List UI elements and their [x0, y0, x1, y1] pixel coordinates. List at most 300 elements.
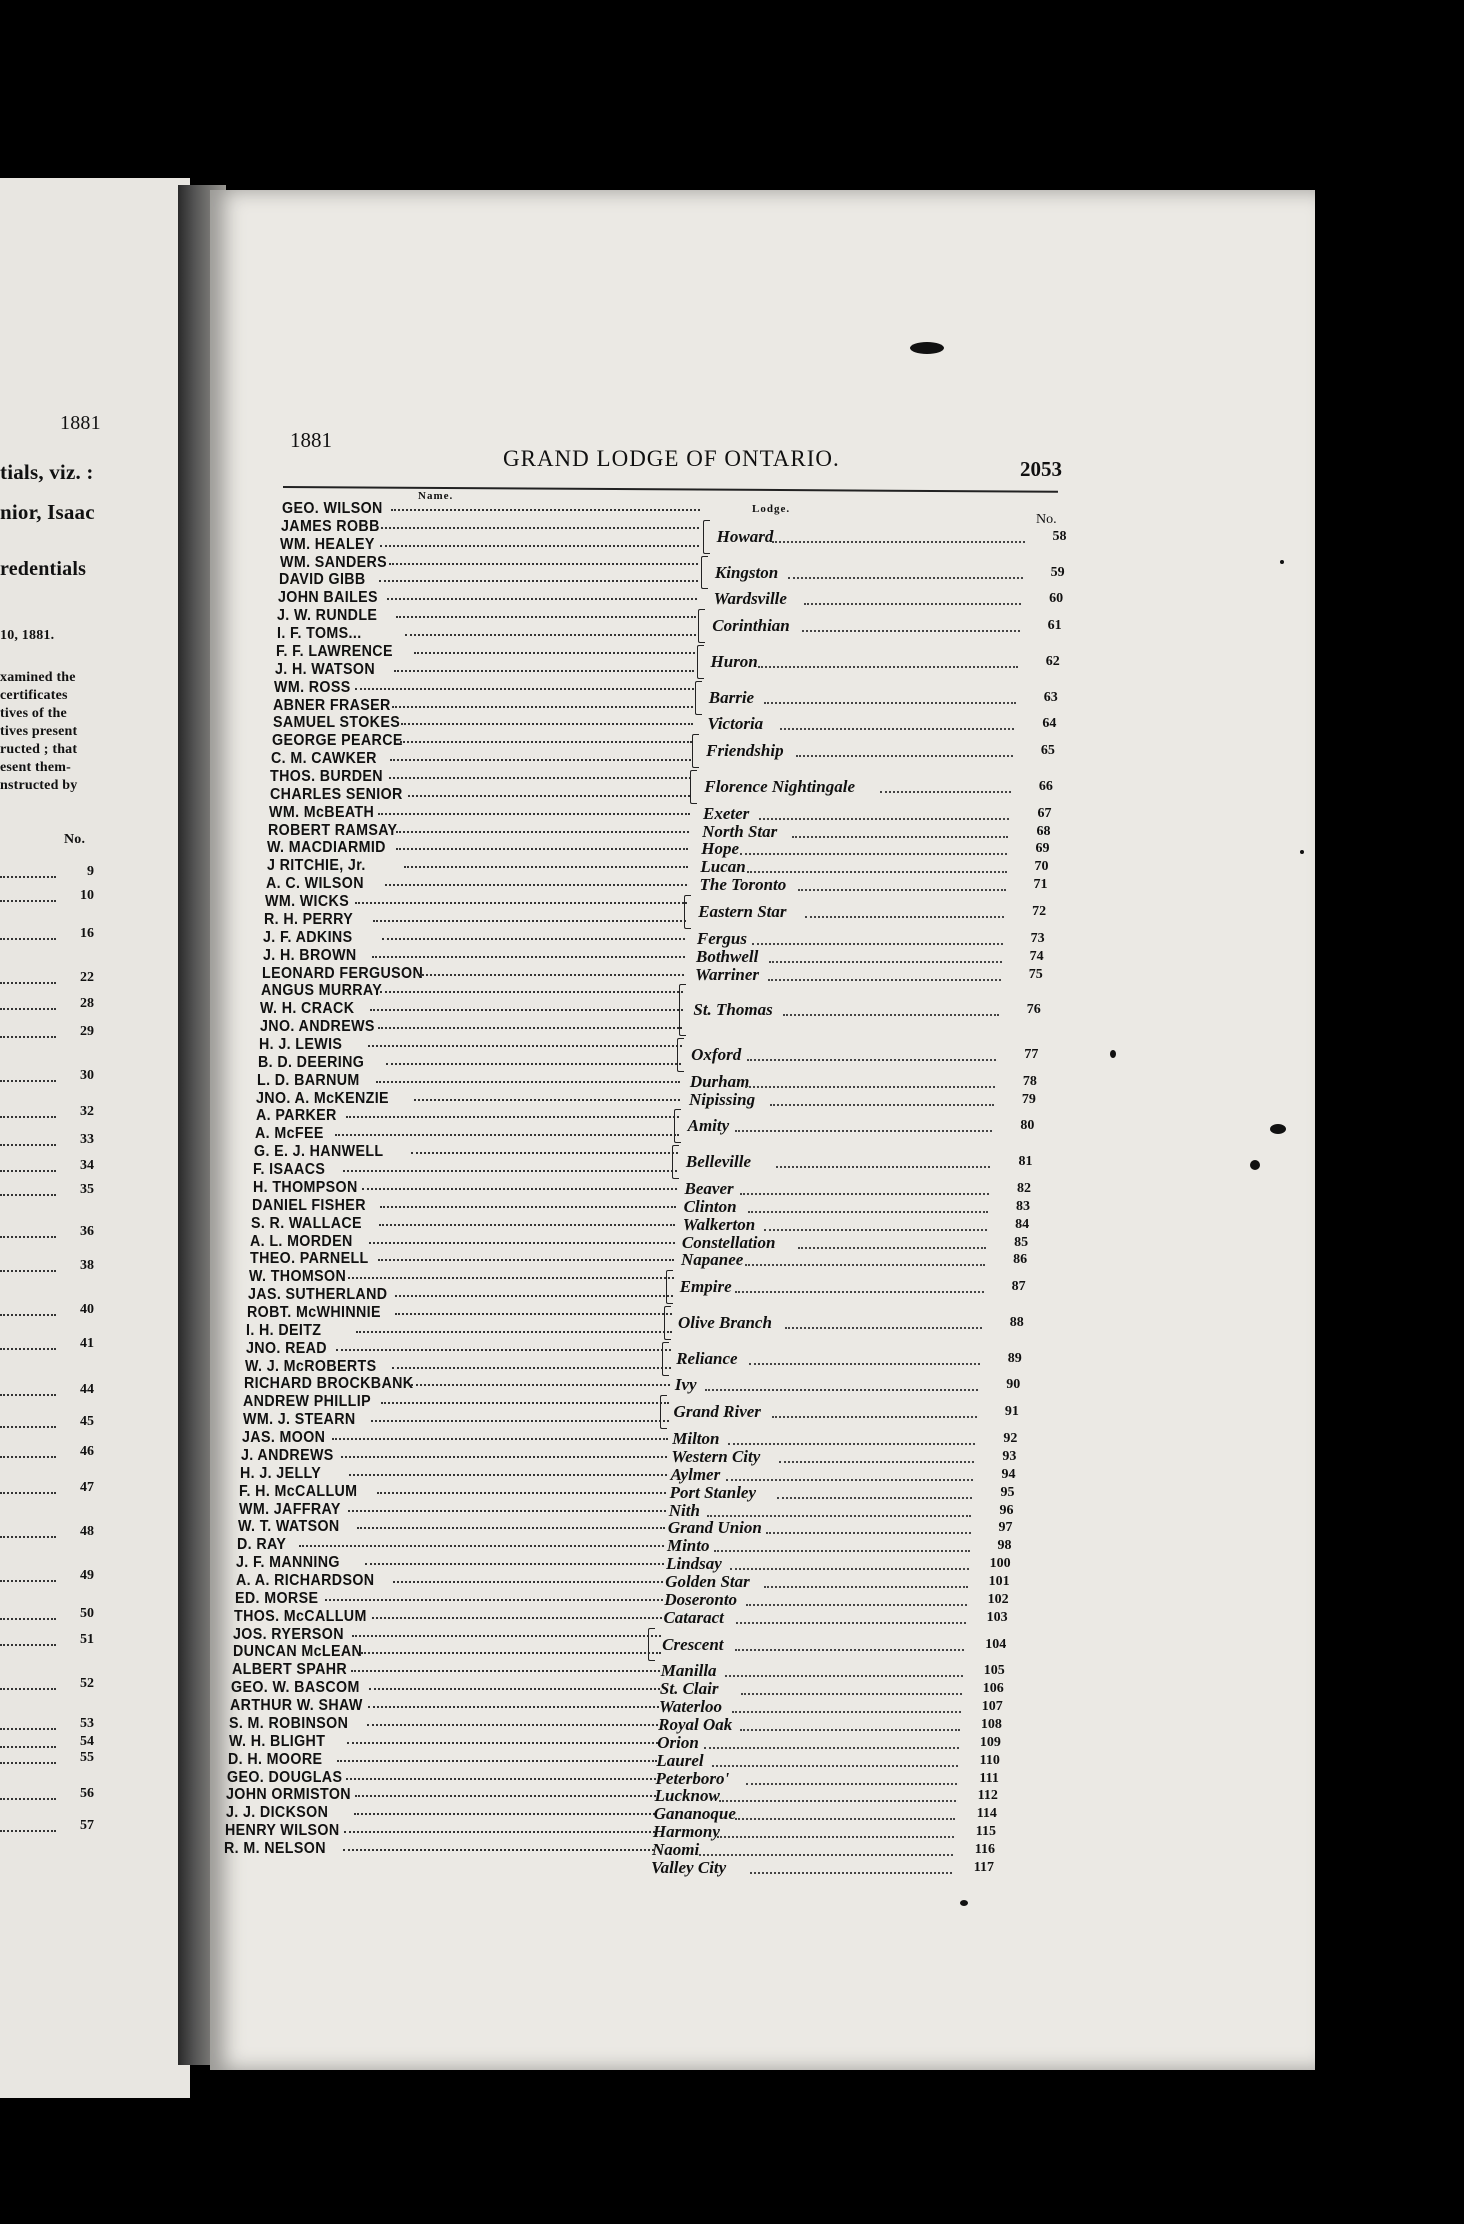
leader-dots: [393, 1581, 664, 1583]
leader-dots: [343, 1849, 654, 1851]
brace-icon: [695, 681, 702, 715]
member-name: JNO. ANDREWS: [259, 1018, 375, 1036]
member-name: F. F. LAWRENCE: [275, 642, 393, 660]
brace-icon: [701, 556, 708, 590]
lodge-name: The Toronto: [699, 875, 787, 895]
lodge-number: 61: [1047, 618, 1062, 634]
lodge-name: Western City: [671, 1446, 761, 1466]
left-page-number: 29: [80, 1024, 94, 1039]
member-name: HENRY WILSON: [224, 1822, 340, 1840]
left-page-leader-dots: [0, 890, 56, 902]
left-page-number: 49: [80, 1568, 94, 1583]
leader-dots: [414, 652, 695, 654]
left-page-number: 35: [80, 1182, 94, 1197]
member-name: JNO. READ: [245, 1339, 327, 1357]
column-header-name: Name.: [418, 490, 454, 502]
lodge-name: Oxford: [691, 1044, 742, 1064]
left-page-year: 1881: [60, 412, 101, 434]
lodge-leader-dots: [764, 1586, 968, 1588]
leader-dots: [392, 1367, 670, 1369]
member-name: D. RAY: [237, 1536, 287, 1554]
leader-dots: [381, 527, 699, 529]
brace-icon: [666, 1270, 673, 1304]
left-page-number: 41: [80, 1336, 94, 1351]
lodge-number: 72: [1032, 904, 1047, 919]
lodge-name: Kingston: [714, 562, 779, 582]
lodge-number: 80: [1020, 1118, 1035, 1134]
left-page-leader-dots: [0, 1226, 56, 1238]
left-page-text-line: esent them-: [0, 760, 72, 775]
lodge-leader-dots: [880, 791, 1011, 793]
left-page-leader-dots: [0, 1482, 56, 1494]
lodge-leader-dots: [804, 603, 1022, 605]
member-name: WM. JAFFRAY: [238, 1500, 341, 1518]
lodge-leader-dots: [704, 1747, 959, 1749]
member-name: A. C. WILSON: [265, 875, 364, 893]
lodge-number: 104: [985, 1636, 1007, 1652]
leader-dots: [348, 1277, 673, 1279]
lodge-number: 103: [986, 1609, 1008, 1625]
left-page-leader-dots: [0, 1678, 56, 1690]
lodge-name: Lucan: [700, 857, 746, 877]
lodge-name: St. Clair: [659, 1679, 719, 1699]
lodge-leader-dots: [752, 943, 1002, 945]
left-page-number: 54: [80, 1734, 94, 1749]
brace-icon: [672, 1145, 679, 1179]
leader-dots: [372, 956, 685, 958]
leader-dots: [299, 1545, 665, 1547]
leader-dots: [362, 1188, 677, 1190]
left-page-text-line: xamined the: [0, 670, 76, 685]
lodge-name: Hope: [701, 839, 740, 859]
leader-dots: [368, 1706, 659, 1708]
scan-blot: [1300, 850, 1304, 854]
lodge-leader-dots: [714, 1550, 970, 1552]
leader-dots: [373, 920, 685, 922]
lodge-leader-dots: [741, 1693, 961, 1695]
lodge-name: North Star: [702, 821, 778, 841]
leader-dots: [394, 670, 695, 672]
lodge-leader-dots: [783, 1014, 998, 1016]
page-title: GRAND LODGE OF ONTARIO.: [503, 446, 840, 471]
lodge-leader-dots: [772, 1416, 977, 1418]
lodge-number: 102: [987, 1591, 1009, 1607]
left-page-number: 40: [80, 1302, 94, 1317]
member-name: WM. McBEATH: [268, 803, 375, 821]
leader-dots: [337, 1760, 657, 1762]
lodge-name: Bothwell: [696, 946, 759, 966]
lodge-number: 84: [1015, 1216, 1030, 1232]
leader-dots: [346, 1778, 657, 1780]
member-name: S. M. ROBINSON: [229, 1714, 349, 1732]
left-page-leader-dots: [0, 1026, 56, 1038]
lodge-leader-dots: [735, 1130, 993, 1132]
member-name: CHARLES SENIOR: [269, 785, 403, 803]
left-page-number: 16: [80, 926, 94, 941]
left-page-number: 44: [80, 1382, 94, 1397]
member-name: ANGUS MURRAY: [261, 982, 383, 1000]
lodge-leader-dots: [736, 1622, 965, 1624]
left-page-text-line: redentials: [0, 558, 87, 580]
left-page-no-header: No.: [64, 832, 86, 847]
lodge-name: Durham: [689, 1071, 750, 1091]
member-name: GEORGE PEARCE: [271, 732, 403, 750]
left-page-leader-dots: [0, 998, 56, 1010]
leader-dots: [355, 688, 694, 690]
lodge-number: 65: [1040, 743, 1055, 759]
left-page-leader-dots: [0, 1160, 56, 1172]
lodge-leader-dots: [785, 1327, 982, 1329]
member-name: C. M. CAWKER: [271, 750, 378, 768]
lodge-number: 112: [977, 1788, 998, 1804]
lodge-number: 116: [974, 1842, 995, 1857]
member-name: WM. J. STEARN: [242, 1411, 356, 1429]
leader-dots: [369, 1688, 660, 1690]
leader-dots: [368, 1045, 682, 1047]
scan-blot: [1280, 560, 1284, 564]
lodge-leader-dots: [740, 853, 1008, 855]
left-page-text-line: tives present: [0, 724, 78, 739]
leader-dots: [335, 1134, 678, 1136]
lodge-leader-dots: [798, 889, 1005, 891]
lodge-number: 81: [1018, 1154, 1033, 1170]
lodge-leader-dots: [746, 1783, 957, 1785]
left-page-text-line: certificates: [0, 688, 68, 703]
lodge-leader-dots: [699, 1854, 953, 1856]
leader-dots: [367, 1724, 658, 1726]
member-name: A. A. RICHARDSON: [235, 1572, 375, 1589]
left-page-leader-dots: [0, 972, 56, 984]
lodge-leader-dots: [788, 577, 1023, 579]
left-page-leader-dots: [0, 1134, 56, 1146]
lodge-number: 86: [1013, 1252, 1028, 1268]
left-page-leader-dots: [0, 1384, 56, 1396]
member-name: J. H. WATSON: [275, 660, 376, 678]
lodge-leader-dots: [748, 1211, 988, 1213]
leader-dots: [381, 1402, 669, 1404]
leader-dots: [361, 1652, 661, 1654]
lodge-name: Gananoque: [653, 1804, 736, 1824]
lodge-leader-dots: [764, 702, 1015, 704]
scan-blot: [960, 1900, 968, 1906]
lodge-number: 115: [975, 1824, 996, 1840]
left-page-number: 33: [80, 1132, 94, 1147]
brace-icon: [684, 895, 691, 929]
lodge-name: Nipissing: [688, 1089, 756, 1109]
member-name: I. H. DEITZ: [246, 1321, 322, 1339]
lodge-name: Aylmer: [670, 1464, 721, 1484]
leader-dots: [396, 616, 696, 618]
lodge-number: 60: [1049, 591, 1064, 607]
lodge-name: Barrie: [708, 687, 755, 707]
lodge-number: 101: [988, 1574, 1010, 1589]
lodge-name: Corinthian: [712, 616, 790, 636]
leader-dots: [371, 1420, 669, 1422]
lodge-leader-dots: [758, 666, 1018, 668]
lodge-number: 89: [1007, 1350, 1022, 1366]
lodge-number: 93: [1002, 1448, 1017, 1464]
leader-dots: [396, 831, 688, 833]
member-name: A. McFEE: [254, 1125, 324, 1143]
member-name: J. H. BROWN: [262, 946, 357, 964]
member-name: G. E. J. HANWELL: [254, 1143, 384, 1161]
leader-dots: [325, 1599, 663, 1601]
member-name: F. ISAACS: [253, 1161, 326, 1179]
member-name: J. J. DICKSON: [225, 1804, 328, 1822]
lodge-name: Grand River: [673, 1402, 761, 1422]
lodge-number: 111: [979, 1770, 999, 1786]
lodge-name: Amity: [687, 1116, 730, 1136]
member-name: W. THOMSON: [248, 1268, 346, 1286]
leader-dots: [386, 1063, 681, 1065]
lodge-number: 75: [1028, 966, 1043, 982]
lodge-name: Victoria: [707, 714, 764, 734]
lodge-number: 77: [1024, 1046, 1039, 1062]
lodge-number: 63: [1043, 689, 1058, 705]
brace-icon: [677, 1038, 684, 1072]
lodge-number: 78: [1022, 1073, 1037, 1089]
lodge-leader-dots: [747, 871, 1006, 873]
lodge-name: Beaver: [684, 1178, 734, 1198]
lodge-leader-dots: [745, 1264, 985, 1266]
brace-icon: [674, 1109, 681, 1143]
member-name: JOHN BAILES: [278, 589, 379, 607]
lodge-name: Crescent: [662, 1634, 724, 1654]
lodge-name: Grand Union: [667, 1518, 762, 1538]
member-name: WM. WICKS: [264, 893, 350, 911]
lodge-number: 66: [1038, 778, 1053, 794]
leader-dots: [357, 1527, 665, 1529]
lodge-name: Orion: [657, 1732, 699, 1752]
leader-dots: [346, 1116, 679, 1118]
left-page-number: 36: [80, 1224, 94, 1239]
leader-dots: [355, 902, 686, 904]
member-name: GEO. WILSON: [282, 500, 383, 517]
lodge-leader-dots: [750, 1872, 952, 1874]
lodge-leader-dots: [707, 1515, 971, 1517]
member-name: DANIEL FISHER: [251, 1196, 366, 1214]
leader-dots: [380, 1206, 676, 1208]
leader-dots: [404, 866, 687, 868]
lodge-name: Ivy: [674, 1375, 697, 1395]
lodge-name: Belleville: [685, 1152, 752, 1172]
leader-dots: [369, 1242, 675, 1244]
lodge-name: St. Thomas: [693, 1000, 773, 1020]
lodge-leader-dots: [770, 1104, 994, 1106]
left-page-number: 30: [80, 1068, 94, 1083]
brace-icon: [703, 520, 710, 554]
lodge-name: Doseronto: [664, 1589, 738, 1609]
lodge-name: Nith: [668, 1500, 700, 1520]
member-name: DUNCAN McLEAN: [232, 1643, 362, 1661]
member-name: ALBERT SPAHR: [231, 1661, 347, 1679]
left-page-text-line: nior, Isaac: [0, 500, 95, 524]
left-page-number: 47: [80, 1480, 94, 1495]
lodge-leader-dots: [805, 916, 1004, 918]
leader-dots: [343, 1170, 677, 1172]
member-name: WM. HEALEY: [280, 535, 376, 553]
lodge-leader-dots: [780, 728, 1014, 730]
member-name: W. MACDIARMID: [267, 839, 387, 857]
member-name: S. R. WALLACE: [251, 1214, 363, 1232]
member-name: J. F. MANNING: [236, 1554, 341, 1572]
member-name: JOHN ORMISTON: [226, 1786, 352, 1804]
lodge-leader-dots: [735, 1649, 964, 1651]
member-name: ROBT. McWHINNIE: [247, 1304, 382, 1321]
lodge-name: Wardsville: [713, 589, 787, 609]
lodge-name: Golden Star: [665, 1572, 750, 1591]
left-page-text-line: 10, 1881.: [0, 628, 55, 643]
lodge-leader-dots: [796, 755, 1013, 757]
lodge-number: 67: [1037, 805, 1052, 821]
member-name: L. D. BARNUM: [257, 1071, 360, 1089]
leader-dots: [414, 1099, 680, 1101]
lodge-name: Florence Nightingale: [704, 776, 856, 796]
leader-dots: [387, 598, 697, 600]
member-name: W. J. McROBERTS: [244, 1357, 377, 1375]
leader-dots: [395, 1295, 673, 1297]
lodge-number: 58: [1052, 528, 1067, 544]
leader-dots: [380, 545, 699, 547]
lodge-number: 71: [1033, 877, 1048, 893]
lodge-number: 106: [982, 1681, 1004, 1697]
leader-dots: [395, 1313, 673, 1315]
leader-dots: [390, 759, 691, 761]
lodge-number: 82: [1017, 1180, 1031, 1196]
lodge-name: Friendship: [706, 741, 784, 761]
lodge-number: 109: [979, 1734, 1001, 1750]
member-name: J. ANDREWS: [241, 1446, 334, 1464]
brace-icon: [662, 1342, 669, 1376]
brace-icon: [697, 645, 704, 679]
left-page-leader-dots: [0, 1416, 56, 1428]
lodge-leader-dots: [730, 1568, 968, 1570]
lodge-number: 79: [1021, 1091, 1036, 1107]
member-name: ARTHUR W. SHAW: [230, 1697, 363, 1715]
lodge-number: 96: [999, 1502, 1014, 1518]
lodge-name: Fergus: [696, 928, 747, 948]
lodge-name: Port Stanley: [669, 1482, 757, 1502]
lodge-number: 64: [1042, 716, 1057, 732]
left-page-leader-dots: [0, 866, 56, 878]
left-page-text-line: ructed ; that: [0, 742, 78, 757]
lodge-number: 76: [1026, 1002, 1041, 1018]
column-header-no: No.: [1036, 512, 1057, 527]
member-name: ROBERT RAMSAY: [268, 821, 398, 839]
left-page-leader-dots: [0, 1338, 56, 1350]
member-name: ANDREW PHILLIP: [243, 1393, 372, 1411]
lodge-leader-dots: [764, 1229, 987, 1231]
leader-dots: [408, 795, 691, 797]
lodge-number: 74: [1029, 948, 1044, 964]
lodge-leader-dots: [725, 1675, 963, 1677]
lodge-name: Minto: [666, 1536, 710, 1556]
left-page-number: 32: [80, 1104, 94, 1119]
lodge-number: 73: [1030, 930, 1045, 946]
left-page-leader-dots: [0, 1184, 56, 1196]
lodge-name: Manilla: [660, 1661, 717, 1681]
lodge-leader-dots: [747, 1059, 997, 1061]
lodge-leader-dots: [745, 1086, 994, 1088]
lodge-leader-dots: [759, 818, 1010, 820]
lodge-leader-dots: [712, 1765, 958, 1767]
lodge-name: Constellation: [681, 1232, 776, 1252]
left-page-text-line: tives of the: [0, 706, 67, 721]
leader-dots: [347, 1742, 657, 1744]
lodge-number: 97: [998, 1520, 1013, 1536]
left-page-number: 56: [80, 1786, 94, 1801]
member-name: W. T. WATSON: [237, 1518, 340, 1536]
lodge-leader-dots: [766, 1532, 970, 1534]
lodge-number: 91: [1004, 1404, 1019, 1420]
leader-dots: [348, 1510, 666, 1512]
brace-icon: [664, 1306, 671, 1340]
brace-icon: [692, 734, 699, 768]
lodge-name: Lucknow: [654, 1786, 720, 1806]
lodge-number: 114: [976, 1806, 997, 1822]
lodge-leader-dots: [768, 979, 1001, 981]
leader-dots: [411, 1152, 678, 1154]
leader-dots: [385, 884, 688, 886]
brace-icon: [660, 1395, 667, 1429]
lodge-name: Olive Branch: [677, 1312, 772, 1332]
lodge-name: Milton: [672, 1429, 720, 1449]
leader-dots: [419, 974, 684, 976]
lodge-name: Peterboro': [655, 1768, 730, 1788]
leader-dots: [351, 1670, 661, 1672]
member-name: A. PARKER: [255, 1107, 337, 1125]
lodge-leader-dots: [802, 630, 1019, 632]
member-name: H. J. LEWIS: [258, 1036, 343, 1053]
brace-icon: [648, 1628, 655, 1662]
lodge-name: Cataract: [663, 1607, 724, 1627]
lodge-number: 62: [1045, 653, 1060, 669]
leader-dots: [370, 1009, 683, 1011]
left-page-text-line: nstructed by: [0, 778, 78, 793]
lodge-number: 83: [1016, 1198, 1031, 1214]
left-page-number: 48: [80, 1524, 94, 1539]
page-number: 2053: [1020, 457, 1062, 481]
lodge-leader-dots: [769, 961, 1002, 963]
leader-dots: [405, 634, 696, 636]
header-year: 1881: [290, 428, 332, 452]
leader-dots: [376, 1081, 680, 1083]
lodge-leader-dots: [728, 1443, 976, 1445]
left-page-leader-dots: [0, 1608, 56, 1620]
left-page-number: 50: [80, 1606, 94, 1621]
lodge-name: Clinton: [683, 1196, 737, 1216]
lodge-number: 100: [989, 1556, 1011, 1572]
left-page-number: 9: [87, 864, 94, 879]
lodge-name: Howard: [716, 526, 774, 546]
left-page-text-line: tials, viz. :: [0, 460, 94, 484]
left-page-leader-dots: [0, 1718, 56, 1730]
member-name: THOS. McCALLUM: [234, 1607, 367, 1625]
leader-dots: [341, 1456, 668, 1458]
member-name: I. F. TOMS...: [276, 625, 362, 643]
lodge-leader-dots: [735, 1818, 955, 1820]
lodge-number: 85: [1014, 1234, 1029, 1250]
scan-blot: [1110, 1050, 1116, 1058]
lodge-name: Exeter: [703, 803, 750, 823]
lodge-name: Lindsay: [666, 1554, 722, 1574]
member-name: F. H. McCALLUM: [239, 1482, 358, 1500]
lodge-name: Warriner: [695, 964, 760, 984]
lodge-name: Valley City: [651, 1857, 727, 1877]
brace-icon: [679, 984, 686, 1036]
scan-blot: [910, 342, 944, 354]
lodge-number: 59: [1050, 564, 1065, 580]
